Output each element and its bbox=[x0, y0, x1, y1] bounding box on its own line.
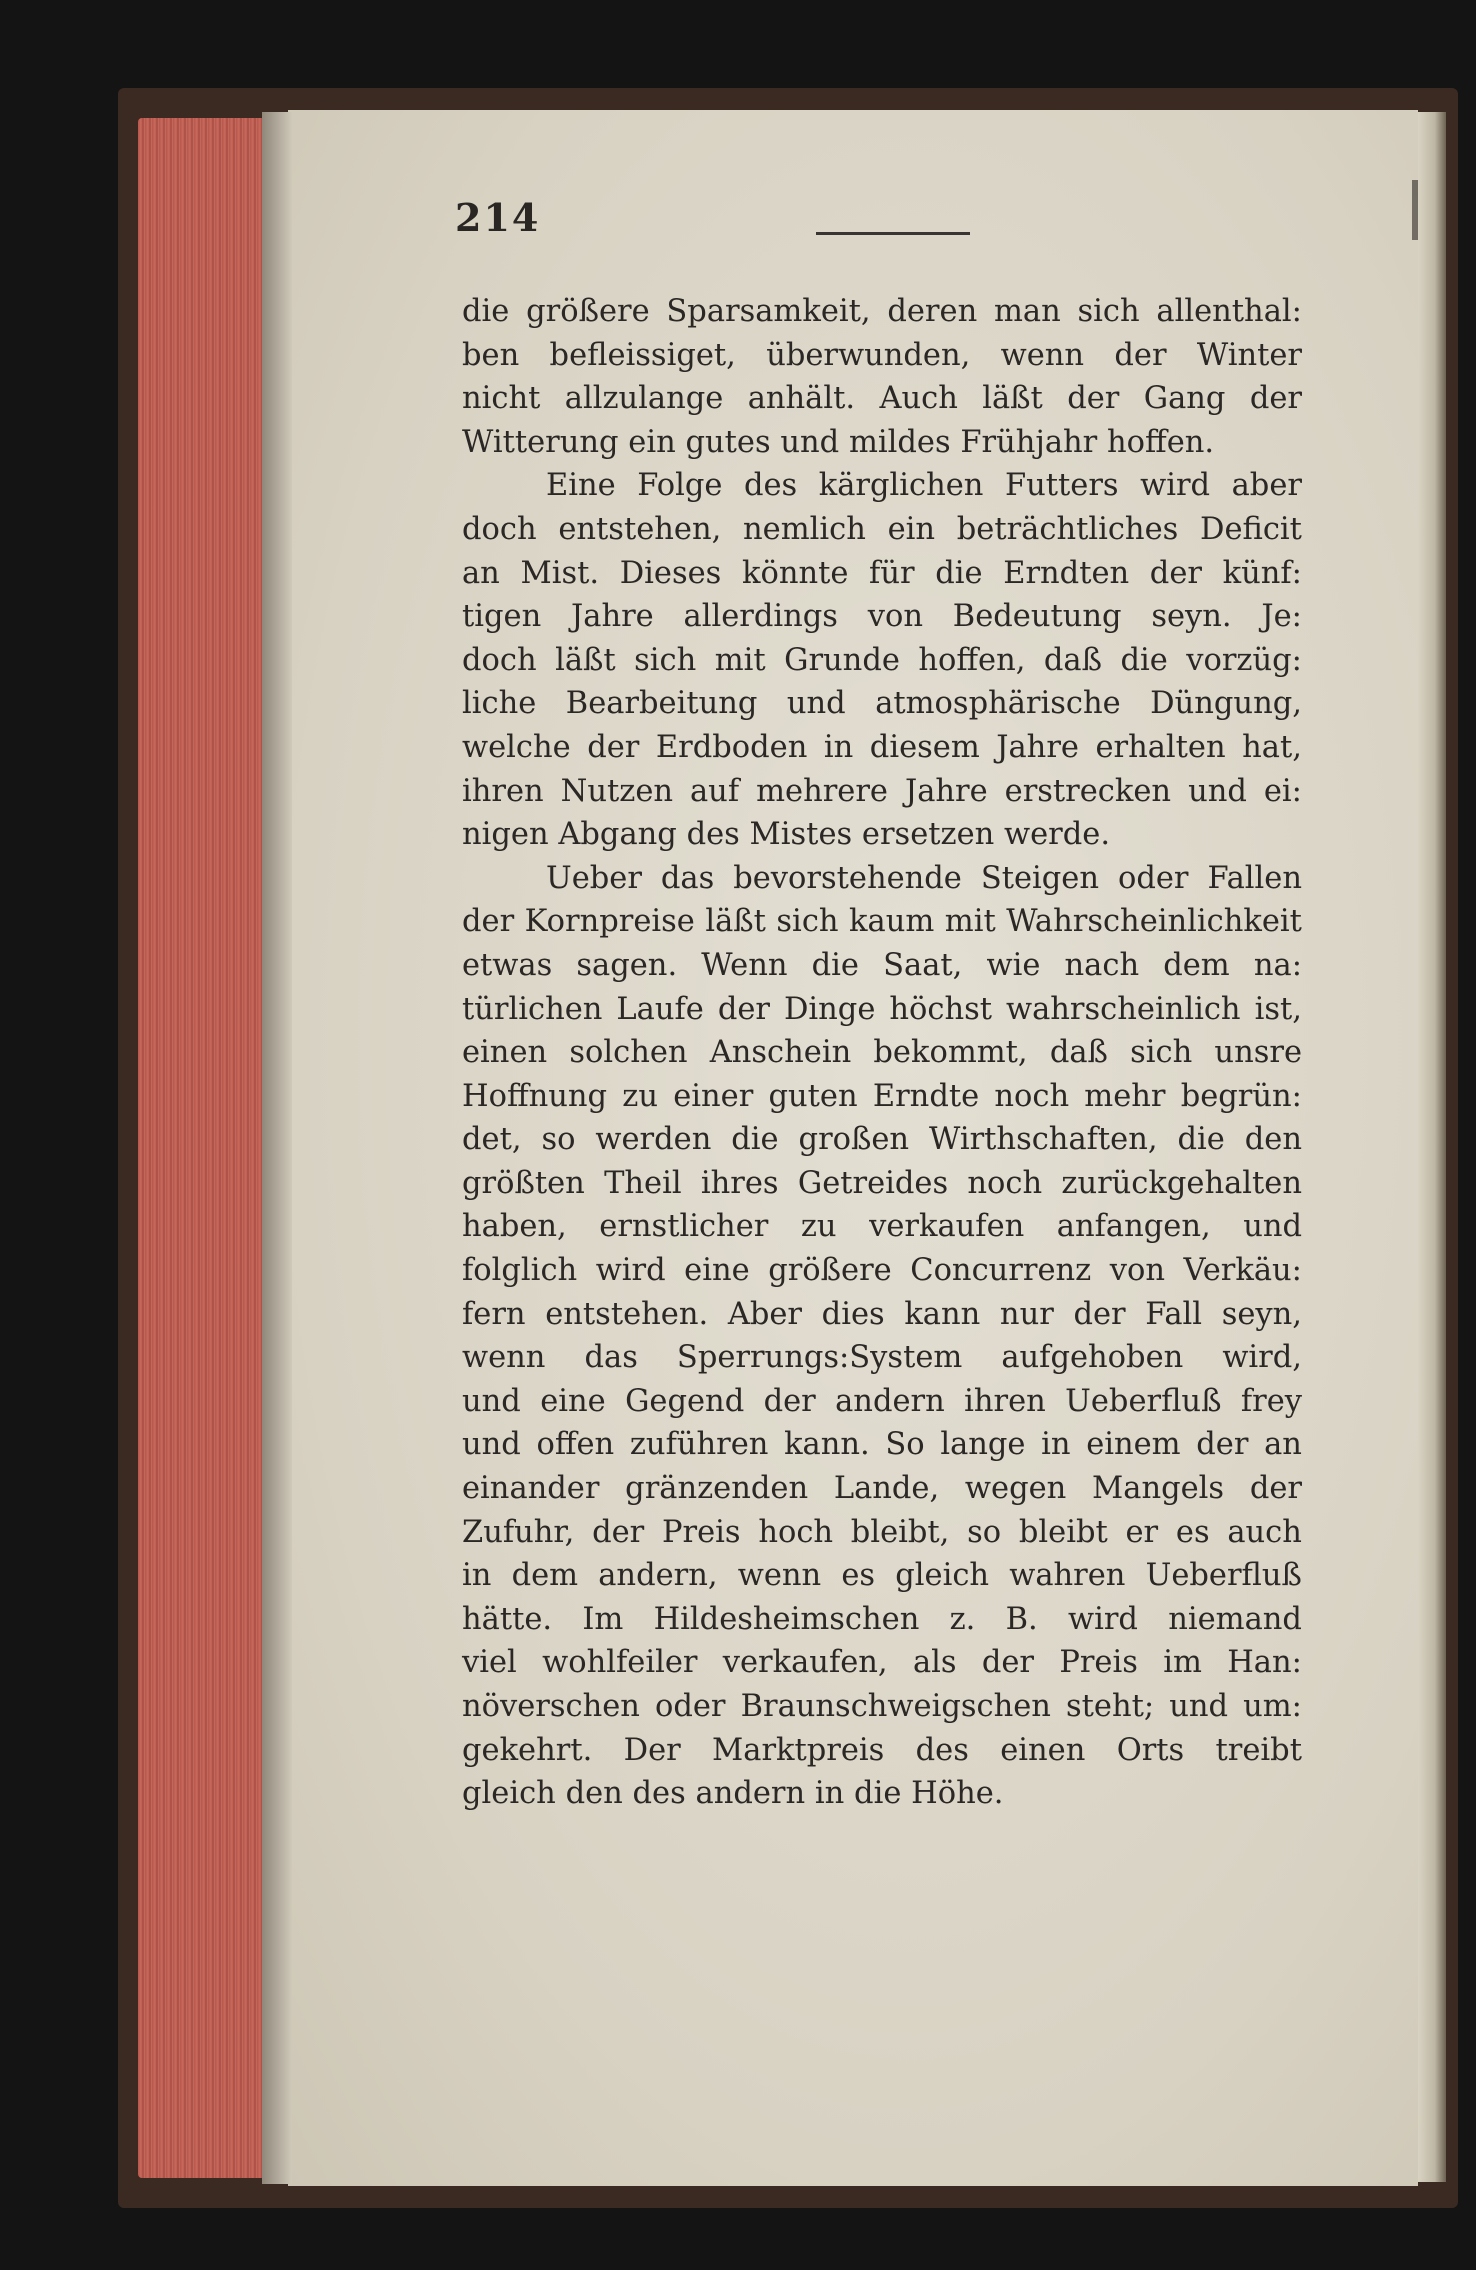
text-line: fern entstehen. Aber dies kann nur der Fall seyn, bbox=[462, 1296, 1302, 1332]
text-line: ben befleissiget, überwunden, wenn der Winter bbox=[462, 337, 1302, 373]
text-line: einander gränzenden Lande, wegen Mangels der bbox=[462, 1471, 1302, 1507]
text-line: größten Theil ihres Getreides noch zurückgehalten bbox=[462, 1165, 1302, 1201]
text-line: haben, ernstlicher zu verkaufen anfangen, und bbox=[462, 1209, 1302, 1245]
text-line: ihren Nutzen auf mehrere Jahre erstrecken und ei: bbox=[462, 773, 1302, 809]
text-line: türlichen Laufe der Dinge höchst wahrscheinlich ist, bbox=[462, 991, 1302, 1027]
text-line: Hoffnung zu einer guten Erndte noch mehr begrün: bbox=[462, 1078, 1302, 1114]
text-line: Zufuhr, der Preis hoch bleibt, so bleibt er es auch bbox=[462, 1514, 1302, 1550]
text-line: welche der Erdboden in diesem Jahre erhalten hat, bbox=[462, 729, 1302, 765]
text-line: etwas sagen. Wenn die Saat, wie nach dem na: bbox=[462, 947, 1302, 983]
text-line: viel wohlfeiler verkaufen, als der Preis im Han: bbox=[462, 1645, 1302, 1681]
text-line: Ueber das bevorstehende Steigen oder Fallen bbox=[546, 860, 1302, 896]
text-line: an Mist. Dieses könnte für die Erndten der künf: bbox=[462, 555, 1302, 591]
body-text bbox=[462, 290, 1302, 1816]
text-line: einen solchen Anschein bekommt, daß sich unsre bbox=[462, 1035, 1302, 1071]
text-line: Eine Folge des kärglichen Futters wird aber bbox=[546, 468, 1302, 504]
page-edges-right bbox=[1418, 112, 1446, 2182]
paragraph bbox=[462, 464, 1302, 856]
page-edges-left bbox=[138, 118, 274, 2178]
text-line: Witterung ein gutes und mildes Frühjahr hoffen. bbox=[462, 424, 1215, 460]
text-line: folglich wird eine größere Concurrenz von Verkäu: bbox=[462, 1253, 1302, 1289]
text-line: gekehrt. Der Marktpreis des einen Orts treibt bbox=[462, 1732, 1302, 1768]
text-line: hätte. Im Hildesheimschen z. B. wird niemand bbox=[462, 1601, 1302, 1637]
text-line: in dem andern, wenn es gleich wahren Ueberfluß bbox=[462, 1558, 1302, 1594]
text-line: liche Bearbeitung und atmosphärische Düngung, bbox=[462, 686, 1302, 722]
text-line: wenn das Sperrungs:System aufgehoben wird, bbox=[462, 1340, 1302, 1376]
paragraph bbox=[462, 857, 1302, 1816]
text-line: növerschen oder Braunschweigschen steht; und um: bbox=[462, 1689, 1302, 1724]
page-gutter bbox=[262, 112, 292, 2184]
text-line: die größere Sparsamkeit, deren man sich allenthal: bbox=[462, 294, 1302, 329]
header-rule bbox=[816, 232, 970, 235]
text-line: nicht allzulange anhält. Auch läßt der Gang der bbox=[462, 381, 1302, 417]
text-line: nigen Abgang des Mistes ersetzen werde. bbox=[462, 817, 1111, 853]
paragraph bbox=[462, 290, 1302, 464]
text-line: und eine Gegend der andern ihren Ueberfluß frey bbox=[462, 1383, 1302, 1419]
text-line: doch läßt sich mit Grunde hoffen, daß die vorzüg: bbox=[462, 642, 1302, 678]
text-line: det, so werden die großen Wirthschaften, die den bbox=[462, 1122, 1302, 1158]
text-line: tigen Jahre allerdings von Bedeutung seyn. Je: bbox=[462, 599, 1302, 635]
text-line: und offen zuführen kann. So lange in einem der an bbox=[462, 1427, 1302, 1463]
text-line: gleich den des andern in die Höhe. bbox=[462, 1776, 1004, 1812]
text-line: doch entstehen, nemlich ein beträchtliches Deficit bbox=[462, 511, 1302, 547]
text-line: der Kornpreise läßt sich kaum mit Wahrscheinlichkeit bbox=[462, 904, 1302, 940]
page-number: 214 bbox=[455, 195, 541, 240]
edge-mark bbox=[1412, 180, 1418, 240]
